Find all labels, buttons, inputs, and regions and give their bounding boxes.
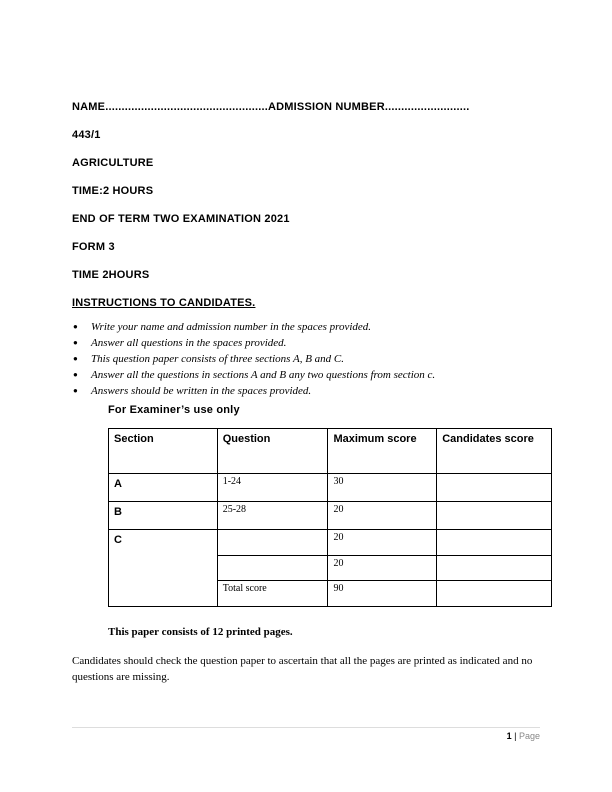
header-cell: Candidates score <box>437 429 552 474</box>
max-cell: 20 <box>328 502 437 530</box>
section-cell: B <box>109 502 218 530</box>
page-number: 1 | Page <box>506 731 540 741</box>
question-cell: Total score <box>217 581 328 607</box>
candidate-score-cell[interactable] <box>437 530 552 556</box>
exam-title: END OF TERM TWO EXAMINATION 2021 <box>72 213 290 225</box>
max-cell: 30 <box>328 474 437 502</box>
question-cell: 1-24 <box>217 474 328 502</box>
section-cell: A <box>109 474 218 502</box>
max-cell: 90 <box>328 581 437 607</box>
table-row <box>109 474 552 502</box>
header-cell: Question <box>217 429 328 474</box>
score-table <box>108 428 552 607</box>
section-cell: C <box>109 530 218 607</box>
header-cell: Maximum score <box>328 429 437 474</box>
form: FORM 3 <box>72 241 115 253</box>
header-cell: Section <box>109 429 218 474</box>
instruction-item: ● Write your name and admission number in the spaces provided. <box>72 319 435 335</box>
page-number-value: 1 <box>506 731 512 741</box>
table-row <box>109 530 552 556</box>
question-cell <box>217 556 328 581</box>
instruction-item: ● This question paper consists of three sections A, B and C. <box>72 351 435 367</box>
check-note: Candidates should check the question paper to ascertain that all the pages are printed as indicated and no questions are missing. <box>72 655 533 683</box>
table-header-row <box>109 429 552 474</box>
max-cell: 20 <box>328 530 437 556</box>
instruction-item: ● Answers should be written in the spaces provided. <box>72 383 435 399</box>
candidate-score-cell[interactable] <box>437 474 552 502</box>
paper-code: 443/1 <box>72 129 101 141</box>
pages-note: This paper consists of 12 printed pages. <box>108 626 293 638</box>
examiner-title: For Examiner’s use only <box>108 404 240 416</box>
question-cell <box>217 530 328 556</box>
subject: AGRICULTURE <box>72 157 154 169</box>
time-2: TIME 2HOURS <box>72 269 150 281</box>
candidate-score-cell[interactable] <box>437 502 552 530</box>
instruction-item: ● Answer all the questions in sections A and B any two questions from section c. <box>72 367 435 383</box>
instructions-list <box>72 319 435 399</box>
question-cell: 25-28 <box>217 502 328 530</box>
max-cell: 20 <box>328 556 437 581</box>
table-row <box>109 502 552 530</box>
footer-divider <box>72 727 540 728</box>
time: TIME:2 HOURS <box>72 185 154 197</box>
instruction-item: ● Answer all questions in the spaces provided. <box>72 335 435 351</box>
candidate-score-cell[interactable] <box>437 556 552 581</box>
page-label: Page <box>518 731 540 741</box>
instructions-title: INSTRUCTIONS TO CANDIDATES. <box>72 297 256 309</box>
name-line: NAME..................................................ADMISSION NUMBER.......................... <box>72 101 470 113</box>
candidate-score-cell[interactable] <box>437 581 552 607</box>
